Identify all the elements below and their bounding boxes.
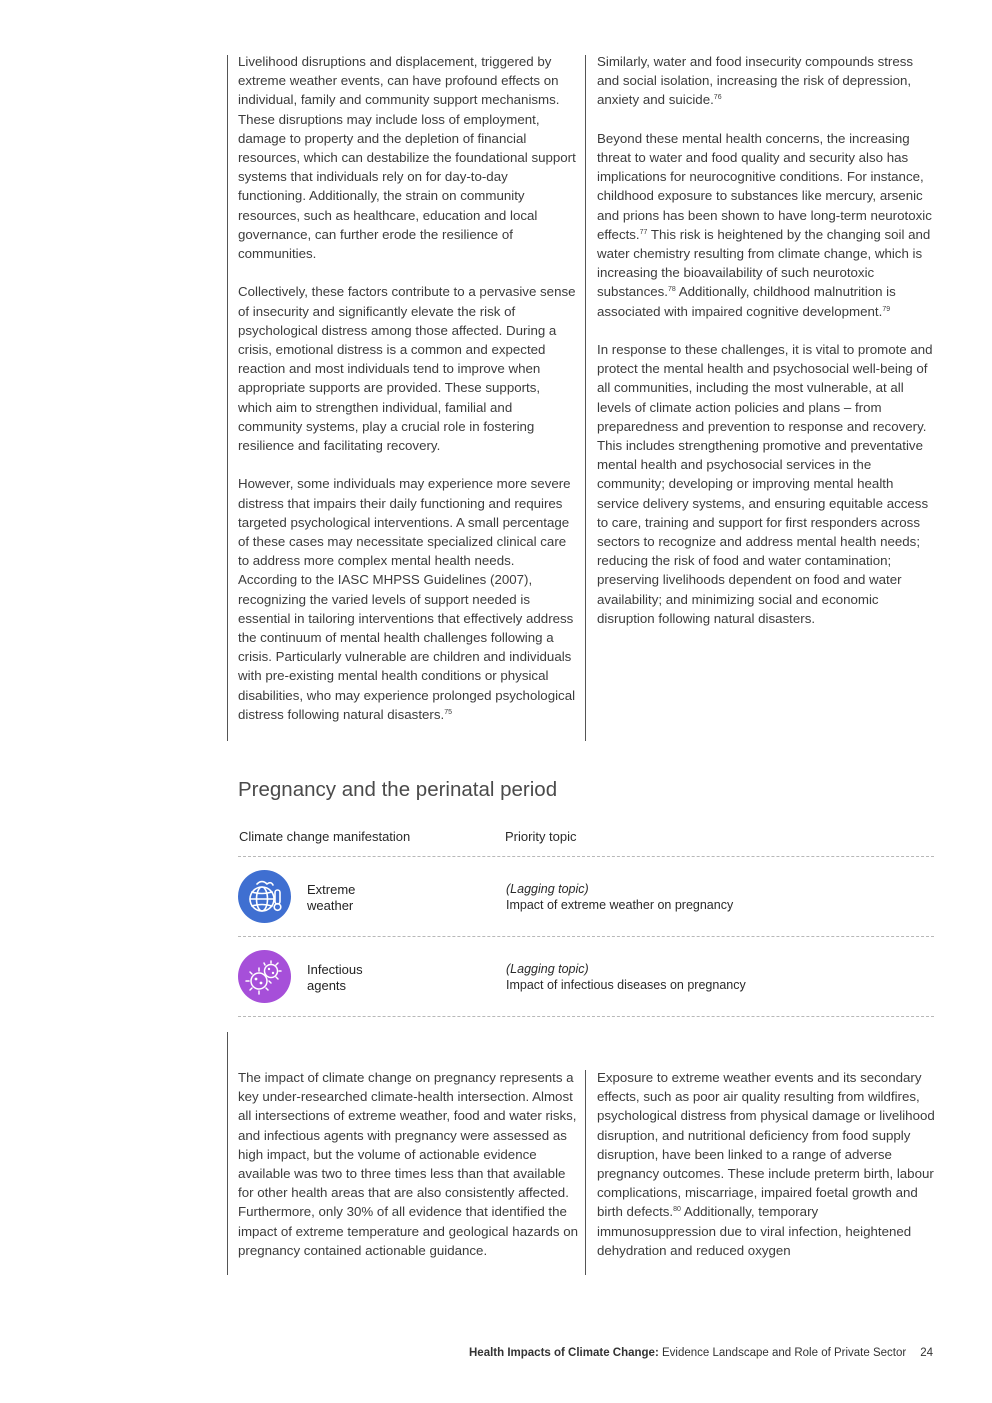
divider [238, 936, 934, 937]
footer-report-title: Health Impacts of Climate Change: [469, 1347, 659, 1359]
footnote-ref: 75 [444, 708, 452, 716]
priority-topic [506, 961, 746, 993]
page-footer [469, 1347, 933, 1359]
divider [238, 856, 934, 857]
manifestation-label: Extreme weather [307, 882, 356, 913]
bottom-left-column [238, 1068, 578, 1260]
paragraph: Similarly, water and food insecurity compounds stress and social isolation, increasing the risk of depression, anxiety and suicide.$^{76}$ [597, 54, 914, 108]
paragraph: However, some individuals may experience more severe distress that impairs their daily functioning and requires targeted psychological interventions. A small percentage of these cases may necessitate specialized clinical care to address more complex mental health needs. According to the IASC MHPSS Guidelines (2007), recognizing the varied levels of support needed is essential in tailoring interventions that effectively address the continuum of mental health challenges following a crisis. Particularly vulnerable are children and individuals with pre-existing mental health conditions or physical disabilities, who may experience prolonged psychological distress following natural disasters.$^{75}$ [238, 476, 576, 722]
lagging-topic-tag: (Lagging topic) [506, 882, 589, 896]
footnote-ref: 80 [673, 1206, 681, 1214]
footnote-ref: 79 [882, 305, 891, 313]
footer-report-subtitle: Evidence Landscape and Role of Private Sector [658, 1347, 907, 1359]
column-header-topic: Priority topic [505, 829, 577, 844]
top-left-column [238, 52, 576, 724]
topic-description: Impact of infectious diseases on pregnancy [506, 978, 746, 992]
page-number: 24 [920, 1347, 933, 1359]
column-rule-left [227, 55, 228, 741]
paragraph: Livelihood disruptions and displacement, triggered by extreme weather events, can have profound effects on individual, family and community support mechanisms. These disruptions may include loss of employment, damage to property and the depletion of financial resources, which can destabilize the foundational support systems that individuals rely on for day-to-day functioning. Additionally, the strain on community resources, such as healthcare, education and local governance, can further erode the resilience of communities. [238, 54, 576, 262]
infectious-agents-icon [238, 950, 291, 1003]
divider [238, 1016, 934, 1017]
paragraph: Collectively, these factors contribute to a pervasive sense of insecurity and significantly elevate the risk of psychological distress among those affected. During a crisis, emotional distress is a common and expected reaction and most individuals tend to improve when appropriate supports are provided. These supports, which aim to strengthen individual, familial and community systems, play a crucial role in fostering resilience and facilitating recovery. [238, 284, 576, 454]
topic-description: Impact of extreme weather on pregnancy [506, 898, 734, 912]
bottom-right-column [597, 1068, 935, 1260]
section-title: Pregnancy and the perinatal period [238, 778, 558, 801]
footnote-ref: 77 [639, 228, 648, 236]
top-right-column [597, 52, 937, 628]
paragraph: Exposure to extreme weather events and its secondary effects, such as poor air quality resulting from wildfires, psychological distress from physical damage or livelihood disruption, and nutritional deficiency from food supply disruption, have been linked to a range of adverse pregnancy outcomes. These include preterm birth, labour complications, miscarriage, impaired foetal growth and birth defects.$^{80}$ Additionally, temporary immunosuppression due to viral infection, heightened dehydration and reduced oxygen [597, 1070, 935, 1258]
footnote-ref: 76 [713, 94, 722, 102]
manifestation-label: Infectious agents [307, 962, 363, 993]
lagging-topic-tag: (Lagging topic) [506, 962, 589, 976]
column-header-manifestation: Climate change manifestation [239, 829, 411, 844]
extreme-weather-icon [238, 870, 291, 923]
column-rule-middle [585, 55, 586, 741]
priority-topic [506, 881, 733, 913]
footnote-ref: 78 [667, 286, 676, 294]
paragraph: In response to these challenges, it is vital to promote and protect the mental health and psychosocial well-being of all communities, including the most vulnerable, at all levels of climate action policies and plans – from preparedness and prevention to response and recovery. This includes strengthening promotive and preventative mental health and psychosocial services in the community; developing or improving mental health service delivery systems, and ensuring equitable access to care, training and support for first responders across sectors to recognize and address mental health needs; reducing the risk of food and water contamination; preserving livelihoods dependent on food and water availability; and minimizing social and economic disruption following natural disasters. [597, 342, 933, 626]
column-rule-middle [585, 1070, 586, 1275]
column-rule-left [227, 1032, 228, 1275]
paragraph: The impact of climate change on pregnancy represents a key under-researched climate-health intersection. Almost all intersections of extreme weather, food and water risks, and infectious agents with pregnancy were assessed as high impact, but the volume of actionable evidence available was two to three times less than that available for other health areas that are also consistently affected. Furthermore, only 30% of all evidence that identified the impact of extreme temperature and geological hazards on pregnancy contained actionable guidance. [238, 1070, 578, 1258]
paragraph: Beyond these mental health concerns, the increasing threat to water and food quality and security also has implications for neurocognitive conditions. For instance, childhood exposure to substances like mercury, arsenic and prions has been shown to have long-term neurotoxic effects.$^{77}$ This risk is heightened by the changing soil and water chemistry resulting from climate change, which is increasing the bioavailability of such neurotoxic substances.$^{78}$ Additionally, childhood malnutrition is associated with impaired cognitive development.$^{79}$ [597, 130, 932, 319]
